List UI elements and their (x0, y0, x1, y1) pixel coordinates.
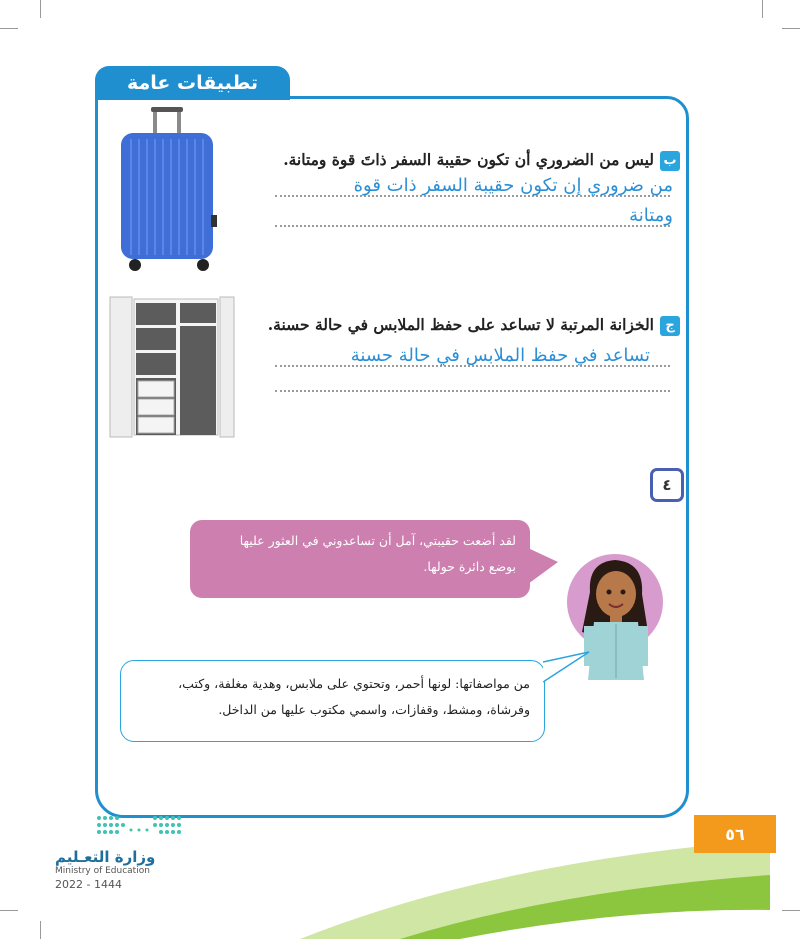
crop-mark (40, 921, 41, 939)
section-title-tab (95, 66, 290, 100)
crop-mark (0, 28, 18, 29)
question-b (283, 150, 680, 171)
crop-mark (782, 28, 800, 29)
section-title: تطبيقات عامة (126, 72, 259, 94)
crop-mark (0, 910, 18, 911)
pink-bubble-line2: بوضع دائرة حولها. (423, 559, 516, 574)
pink-bubble-tail (528, 548, 558, 584)
page-number: ٥٦ (694, 815, 776, 853)
suitcase-image (115, 105, 220, 275)
clue-bubble-line1: من مواصفاتها: لونها أحمر، وتحتوي على ملابس، وهدية مغلفة، وكتب، (178, 676, 530, 691)
year-label: 2022 - 1444 (55, 878, 122, 891)
answer-line (275, 390, 670, 392)
answer-c-line1: تساعد في حفظ الملابس في حالة حسنة (350, 345, 650, 366)
ministry-name-ar: وزارة التعـليم (55, 848, 156, 866)
clue-speech-bubble (120, 660, 545, 742)
question-b-text: ليس من الضروري أن تكون حقيبة السفر ذاتَ قوة ومتانة. (283, 150, 654, 169)
pink-bubble-line1: لقد أضعت حقيبتي، آمل أن تساعدوني في العثور عليها (239, 533, 516, 548)
answer-b-line2: ومتانة (629, 205, 673, 226)
ministry-name-en: Ministry of Education (55, 866, 150, 876)
question-badge-b: ب (660, 151, 680, 171)
crop-mark (762, 0, 763, 18)
question-badge-c: ج (660, 316, 680, 336)
wardrobe-image (108, 295, 236, 445)
ministry-logo-dots (95, 812, 185, 842)
question-c (268, 315, 680, 336)
answer-b-line1: من ضروري إن تكون حقيبة السفر ذات قوة (353, 175, 673, 196)
pink-speech-bubble (190, 520, 530, 598)
exercise-number: ٤ (650, 468, 684, 502)
question-c-text: الخزانة المرتبة لا تساعد على حفظ الملابس في حالة حسنة. (267, 315, 654, 334)
clue-bubble-tail (543, 650, 593, 690)
clue-bubble-line2: وفرشاة، ومشط، وقفازات، واسمي مكتوب عليها من الداخل. (218, 702, 530, 717)
answer-line (275, 225, 670, 227)
crop-mark (40, 0, 41, 18)
